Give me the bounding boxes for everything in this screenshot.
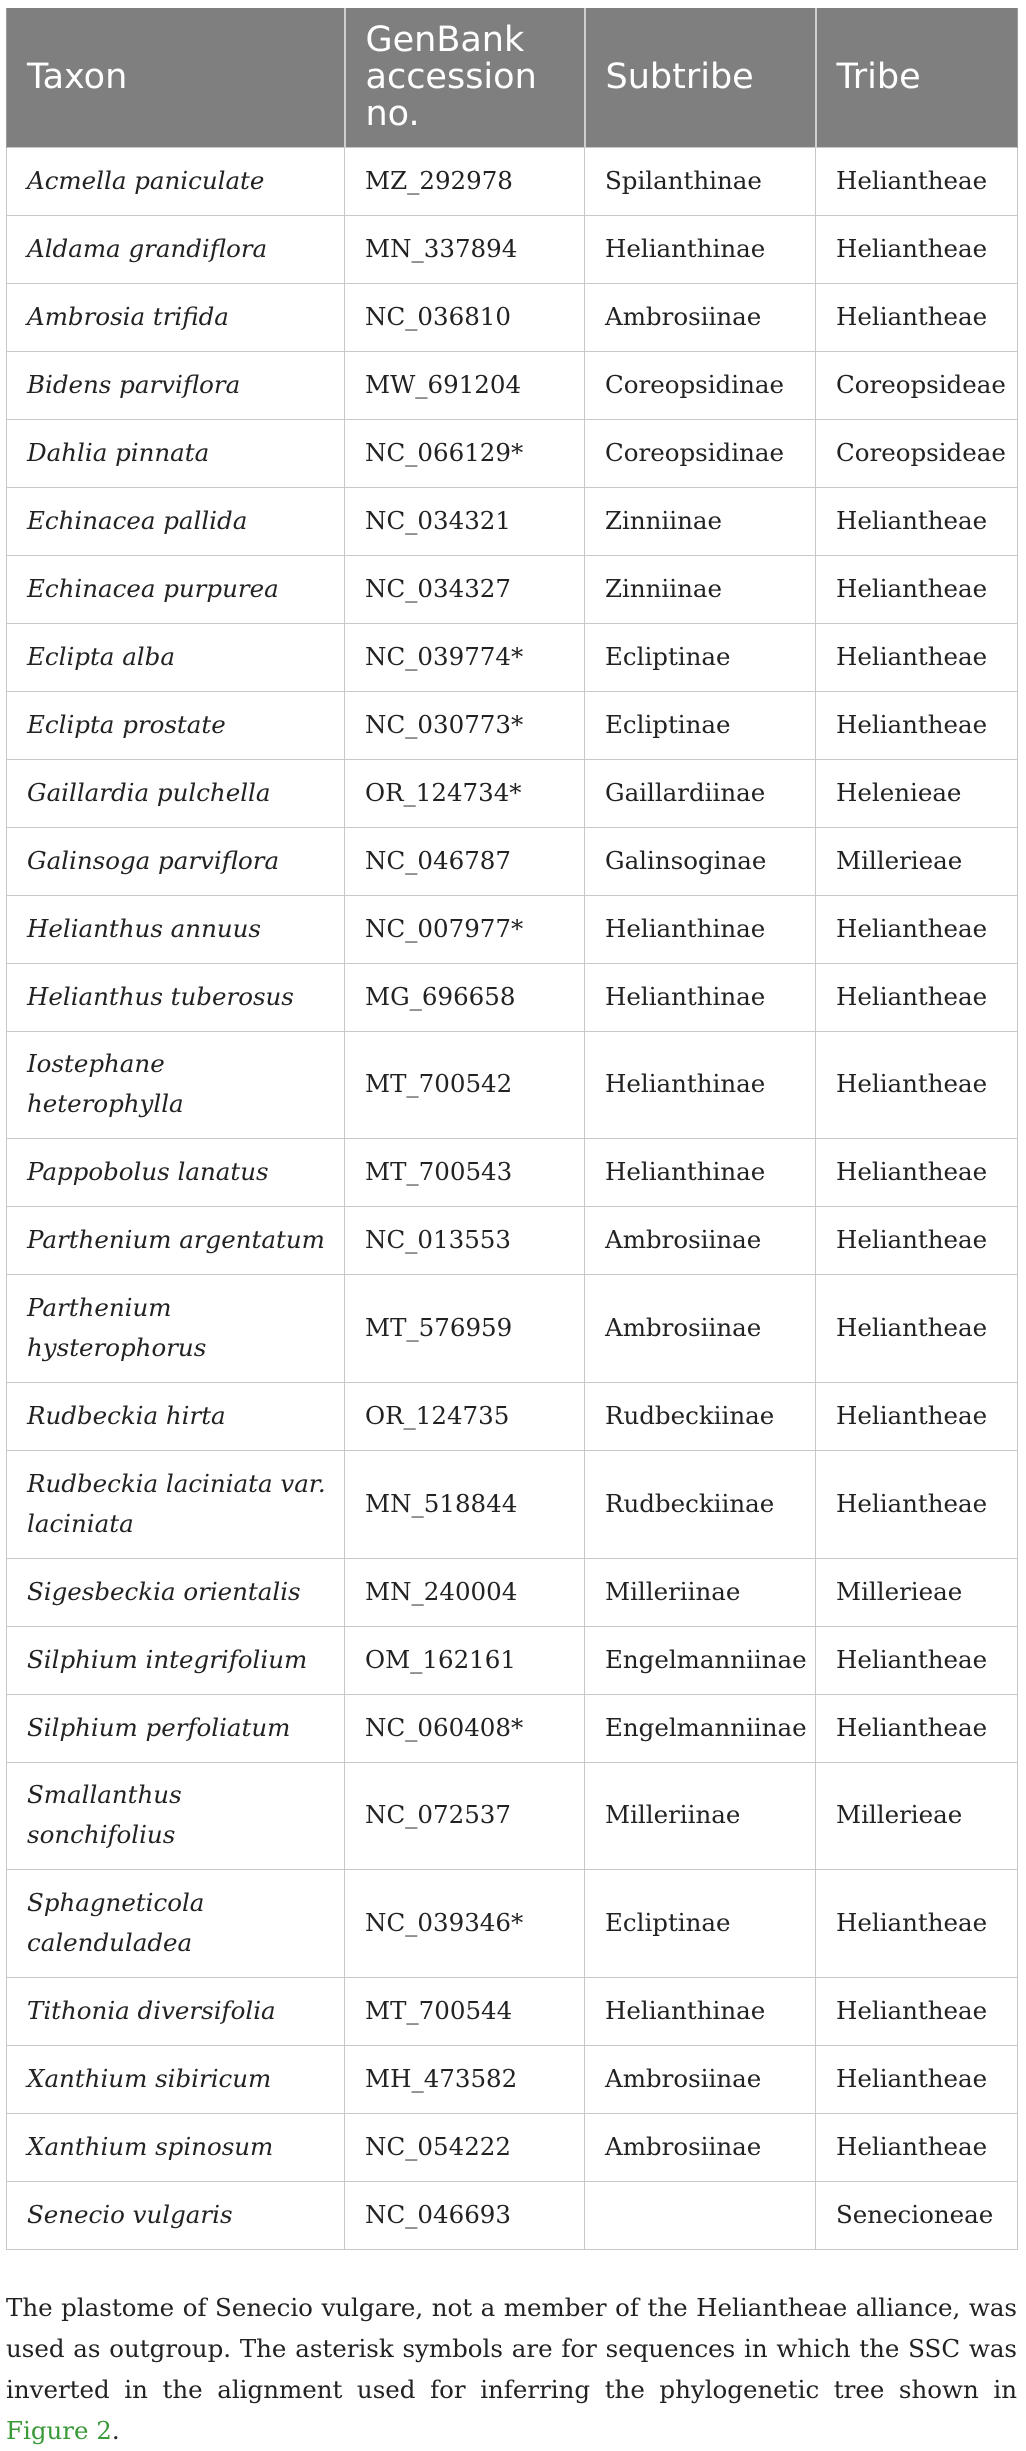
table-row — [7, 1763, 1018, 1870]
cell-taxon: Bidens parviflora — [7, 352, 345, 420]
cell-genbank: NC_060408* — [345, 1695, 585, 1763]
cell-taxon: Rudbeckia laciniata var. laciniata — [7, 1451, 345, 1559]
cell-tribe: Heliantheae — [816, 1451, 1018, 1559]
cell-genbank: OR_124734* — [345, 760, 585, 828]
cell-subtribe: Ecliptinae — [585, 1870, 816, 1978]
cell-subtribe: Helianthinae — [585, 964, 816, 1032]
cell-tribe: Heliantheae — [816, 1139, 1018, 1207]
cell-genbank: NC_034321 — [345, 488, 585, 556]
cell-tribe: Millerieae — [816, 1559, 1018, 1627]
table-row — [7, 828, 1018, 896]
cell-genbank: NC_066129* — [345, 420, 585, 488]
cell-taxon: Pappobolus lanatus — [7, 1139, 345, 1207]
cell-tribe: Heliantheae — [816, 1275, 1018, 1383]
table-row — [7, 1383, 1018, 1451]
table-row — [7, 148, 1018, 216]
cell-tribe: Heliantheae — [816, 964, 1018, 1032]
cell-subtribe: Spilanthinae — [585, 148, 816, 216]
table-row — [7, 692, 1018, 760]
cell-subtribe: Ambrosiinae — [585, 1207, 816, 1275]
cell-tribe: Heliantheae — [816, 896, 1018, 964]
header-tribe: Tribe — [816, 8, 1018, 148]
cell-subtribe: Helianthinae — [585, 1139, 816, 1207]
cell-subtribe: Helianthinae — [585, 896, 816, 964]
cell-subtribe: Zinniinae — [585, 556, 816, 624]
cell-taxon: Sphagneticola calenduladea — [7, 1870, 345, 1978]
table-row — [7, 488, 1018, 556]
cell-tribe: Coreopsideae — [816, 420, 1018, 488]
table-row — [7, 284, 1018, 352]
cell-genbank: OM_162161 — [345, 1627, 585, 1695]
cell-taxon: Sigesbeckia orientalis — [7, 1559, 345, 1627]
cell-subtribe: Ecliptinae — [585, 624, 816, 692]
table-header — [7, 8, 1018, 148]
table-row — [7, 1032, 1018, 1139]
cell-subtribe: Engelmanniinae — [585, 1627, 816, 1695]
cell-tribe: Heliantheae — [816, 556, 1018, 624]
cell-subtribe: Helianthinae — [585, 216, 816, 284]
cell-tribe: Heliantheae — [816, 624, 1018, 692]
cell-taxon: Silphium integrifolium — [7, 1627, 345, 1695]
cell-tribe: Heliantheae — [816, 148, 1018, 216]
cell-subtribe: Milleriinae — [585, 1559, 816, 1627]
cell-subtribe — [585, 2182, 816, 2250]
cell-taxon: Helianthus annuus — [7, 896, 345, 964]
cell-taxon: Echinacea purpurea — [7, 556, 345, 624]
cell-subtribe: Helianthinae — [585, 1032, 816, 1139]
table-body — [7, 148, 1018, 2250]
table-row — [7, 2046, 1018, 2114]
cell-tribe: Millerieae — [816, 1763, 1018, 1870]
table-row — [7, 1870, 1018, 1978]
cell-taxon: Gaillardia pulchella — [7, 760, 345, 828]
cell-tribe: Heliantheae — [816, 488, 1018, 556]
cell-genbank: MN_337894 — [345, 216, 585, 284]
cell-genbank: NC_039346* — [345, 1870, 585, 1978]
cell-taxon: Galinsoga parviflora — [7, 828, 345, 896]
cell-tribe: Heliantheae — [816, 284, 1018, 352]
footnote-text: The plastome of Senecio vulgare, not a member of the Heliantheae alliance, was used as outgroup. The asterisk symbols are for sequences in which the SSC was inverted in the alignment used for inferring the phylogenetic tree shown in — [6, 2292, 1017, 2404]
cell-subtribe: Engelmanniinae — [585, 1695, 816, 1763]
data-table-container — [6, 8, 1017, 2250]
cell-genbank: MT_700543 — [345, 1139, 585, 1207]
table-row — [7, 1627, 1018, 1695]
cell-genbank: NC_054222 — [345, 2114, 585, 2182]
cell-subtribe: Ambrosiinae — [585, 2114, 816, 2182]
cell-tribe: Heliantheae — [816, 216, 1018, 284]
cell-subtribe: Ecliptinae — [585, 692, 816, 760]
cell-genbank: NC_034327 — [345, 556, 585, 624]
table-row — [7, 352, 1018, 420]
table-row — [7, 1978, 1018, 2046]
cell-tribe: Heliantheae — [816, 1383, 1018, 1451]
cell-tribe: Millerieae — [816, 828, 1018, 896]
cell-tribe: Heliantheae — [816, 1627, 1018, 1695]
cell-taxon: Parthenium hysterophorus — [7, 1275, 345, 1383]
cell-taxon: Xanthium spinosum — [7, 2114, 345, 2182]
header-row — [7, 8, 1018, 148]
cell-subtribe: Milleriinae — [585, 1763, 816, 1870]
table-row — [7, 1559, 1018, 1627]
cell-genbank: NC_007977* — [345, 896, 585, 964]
cell-genbank: NC_039774* — [345, 624, 585, 692]
cell-subtribe: Galinsoginae — [585, 828, 816, 896]
cell-taxon: Eclipta prostate — [7, 692, 345, 760]
cell-genbank: NC_072537 — [345, 1763, 585, 1870]
figure-2-link[interactable]: Figure 2 — [6, 2415, 112, 2445]
cell-genbank: MH_473582 — [345, 2046, 585, 2114]
cell-tribe: Heliantheae — [816, 1032, 1018, 1139]
table-row — [7, 1207, 1018, 1275]
cell-tribe: Helenieae — [816, 760, 1018, 828]
cell-taxon: Smallanthus sonchifolius — [7, 1763, 345, 1870]
cell-genbank: OR_124735 — [345, 1383, 585, 1451]
cell-genbank: MT_700542 — [345, 1032, 585, 1139]
cell-tribe: Coreopsideae — [816, 352, 1018, 420]
table-row — [7, 420, 1018, 488]
cell-taxon: Aldama grandiflora — [7, 216, 345, 284]
table-row — [7, 1695, 1018, 1763]
table-row — [7, 1451, 1018, 1559]
table-footnote — [6, 2287, 1017, 2451]
cell-taxon: Rudbeckia hirta — [7, 1383, 345, 1451]
cell-genbank: MN_518844 — [345, 1451, 585, 1559]
table-row — [7, 760, 1018, 828]
table-row — [7, 1275, 1018, 1383]
cell-subtribe: Rudbeckiinae — [585, 1451, 816, 1559]
cell-genbank: MT_700544 — [345, 1978, 585, 2046]
cell-tribe: Heliantheae — [816, 1978, 1018, 2046]
table-row — [7, 2114, 1018, 2182]
cell-taxon: Ambrosia trifida — [7, 284, 345, 352]
cell-subtribe: Gaillardiinae — [585, 760, 816, 828]
header-genbank: GenBank accession no. — [345, 8, 585, 148]
cell-genbank: MN_240004 — [345, 1559, 585, 1627]
table-row — [7, 2182, 1018, 2250]
cell-tribe: Heliantheae — [816, 1695, 1018, 1763]
cell-genbank: NC_046693 — [345, 2182, 585, 2250]
cell-subtribe: Ambrosiinae — [585, 1275, 816, 1383]
cell-genbank: NC_030773* — [345, 692, 585, 760]
cell-genbank: NC_013553 — [345, 1207, 585, 1275]
cell-genbank: MG_696658 — [345, 964, 585, 1032]
taxa-table — [6, 8, 1018, 2250]
cell-tribe: Heliantheae — [816, 2114, 1018, 2182]
table-row — [7, 964, 1018, 1032]
cell-tribe: Heliantheae — [816, 1207, 1018, 1275]
cell-genbank: MT_576959 — [345, 1275, 585, 1383]
cell-taxon: Parthenium argentatum — [7, 1207, 345, 1275]
table-row — [7, 624, 1018, 692]
cell-taxon: Helianthus tuberosus — [7, 964, 345, 1032]
cell-taxon: Senecio vulgaris — [7, 2182, 345, 2250]
cell-genbank: NC_036810 — [345, 284, 585, 352]
cell-genbank: NC_046787 — [345, 828, 585, 896]
cell-taxon: Xanthium sibiricum — [7, 2046, 345, 2114]
cell-taxon: Silphium perfoliatum — [7, 1695, 345, 1763]
cell-subtribe: Zinniinae — [585, 488, 816, 556]
cell-subtribe: Rudbeckiinae — [585, 1383, 816, 1451]
cell-taxon: Eclipta alba — [7, 624, 345, 692]
table-row — [7, 216, 1018, 284]
cell-subtribe: Ambrosiinae — [585, 2046, 816, 2114]
cell-tribe: Heliantheae — [816, 692, 1018, 760]
cell-taxon: Tithonia diversifolia — [7, 1978, 345, 2046]
cell-subtribe: Ambrosiinae — [585, 284, 816, 352]
cell-taxon: Dahlia pinnata — [7, 420, 345, 488]
cell-subtribe: Coreopsidinae — [585, 420, 816, 488]
table-row — [7, 556, 1018, 624]
cell-taxon: Echinacea pallida — [7, 488, 345, 556]
table-row — [7, 896, 1018, 964]
header-subtribe: Subtribe — [585, 8, 816, 148]
cell-taxon: Acmella paniculate — [7, 148, 345, 216]
cell-tribe: Heliantheae — [816, 1870, 1018, 1978]
cell-tribe: Heliantheae — [816, 2046, 1018, 2114]
table-row — [7, 1139, 1018, 1207]
cell-genbank: MW_691204 — [345, 352, 585, 420]
header-taxon: Taxon — [7, 8, 345, 148]
footnote-end: . — [111, 2415, 120, 2445]
cell-subtribe: Coreopsidinae — [585, 352, 816, 420]
cell-genbank: MZ_292978 — [345, 148, 585, 216]
cell-subtribe: Helianthinae — [585, 1978, 816, 2046]
cell-tribe: Senecioneae — [816, 2182, 1018, 2250]
cell-taxon: Iostephane heterophylla — [7, 1032, 345, 1139]
